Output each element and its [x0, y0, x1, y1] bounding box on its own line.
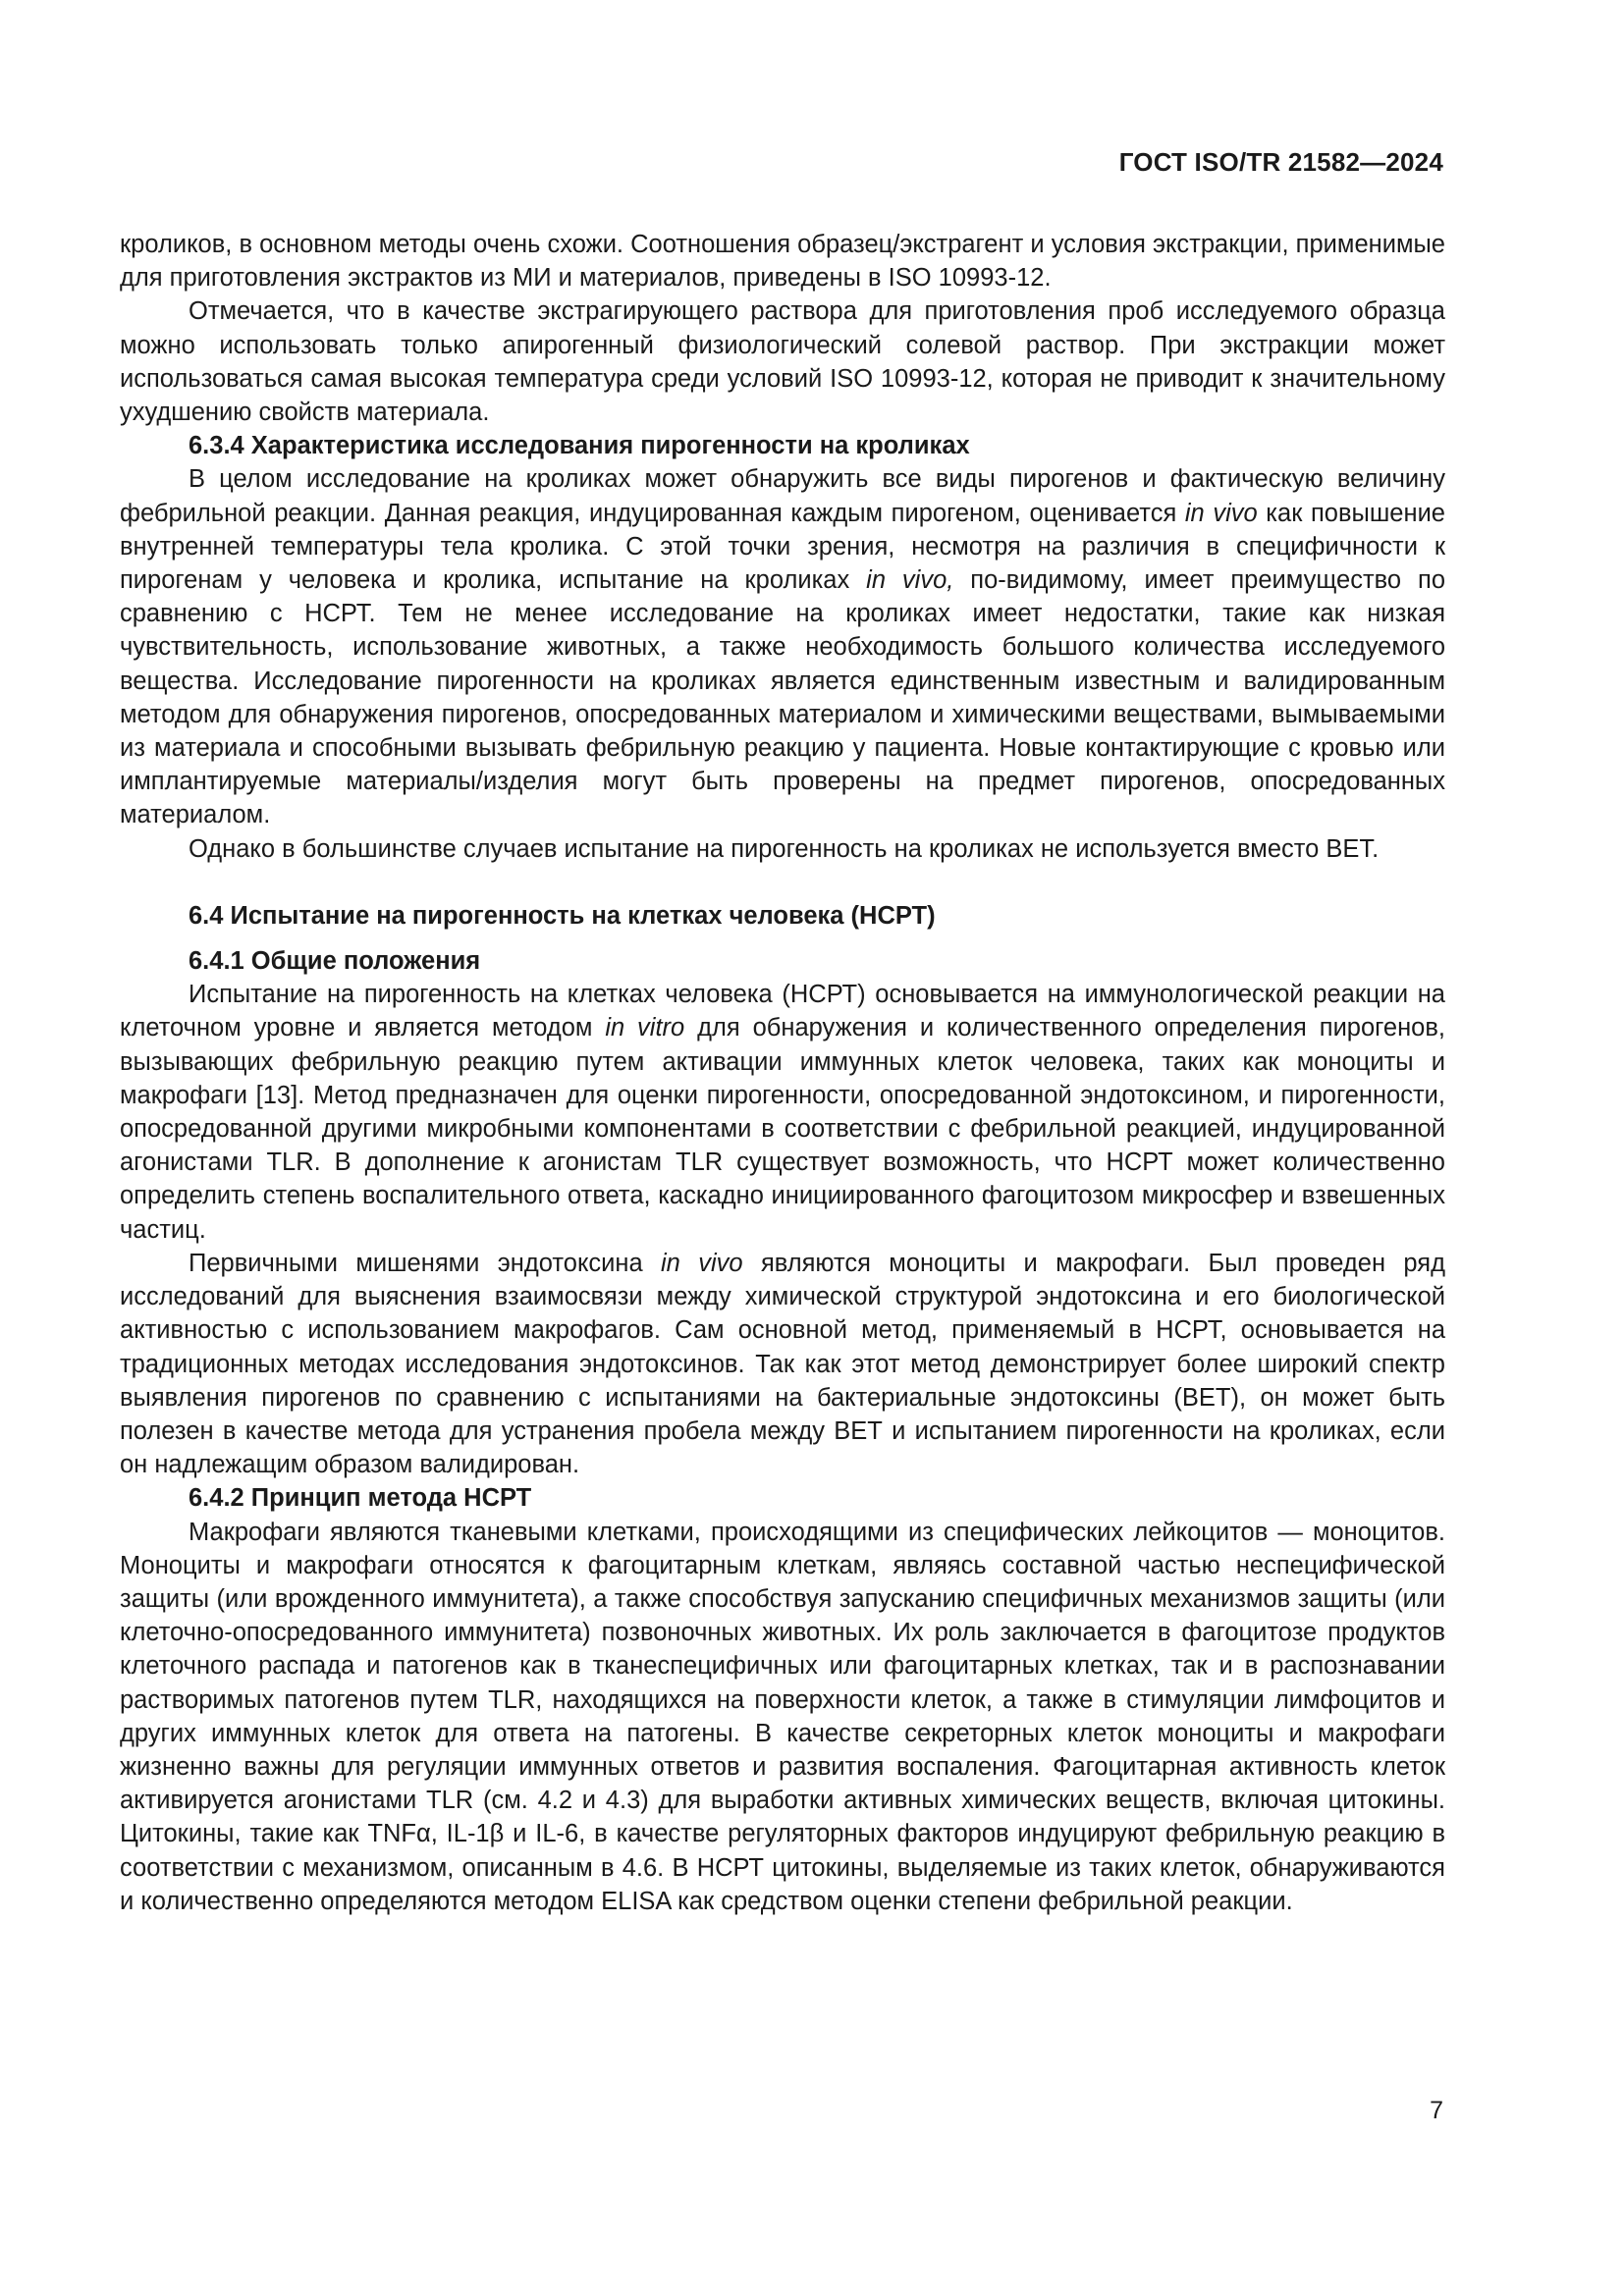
- paragraph-hcpt-principle: Макрофаги являются тканевыми клетками, происходящими из специфических лейкоцитов — моноцитов. Моноциты и макрофаги относятся к фагоцитарным клеткам, являясь составной частью неспецифической защиты (или врожденного иммунитета), а также способствуя запусканию специфичных механизмов защиты (или клеточно-опосредованного иммунитета) позвоночных животных. Их роль заключается в фагоцитозе продуктов клеточного распада и патогенов как в тканеспецифичных или фагоцитарных клетках, так и в распознавании растворимых патогенов путем TLR, находящихся на поверхности клеток, а также в стимуляции лимфоцитов и других иммунных клеток для ответа на патогены. В качестве секреторных клеток моноциты и макрофаги жизненно важны для регуляции иммунных ответов и развития воспаления. Фагоцитарная активность клеток активируется агонистами TLR (см. 4.2 и 4.3) для выработки активных химических веществ, включая цитокины. Цитокины, такие как TNFα, IL-1β и IL-6, в качестве регуляторных факторов индуцируют фебрильную реакцию в соответствии с механизмом, описанным в 4.6. В НСРТ цитокины, выделяемые из таких клеток, обнаруживаются и количественно определяются методом ELISA как средством оценки степени фебрильной реакции.: [120, 1518, 1445, 1915]
- document-standard-id: ГОСТ ISO/TR 21582—2024: [1118, 147, 1443, 177]
- paragraph-extraction-solution: Отмечается, что в качестве экстрагирующего раствора для приготовления проб исследуемого образца можно использовать только апирогенный физиологический солевой раствор. При экстракции может использоваться самая высокая температура среди условий ISO 10993-12, которая не приводит к значительному ухудшению свойств материала.: [120, 297, 1445, 427]
- document-body: [120, 228, 1445, 1918]
- paragraph-rabbit-vs-bet: Однако в большинстве случаев испытание на пирогенность на кроликах не используется вместо ВЕТ.: [189, 834, 1380, 863]
- section-heading-6-4-1: 6.4.1 Общие положения: [189, 947, 481, 976]
- paragraph-rabbit-characteristics: В целом исследование на кроликах может обнаружить все виды пирогенов и фактическую величину фебрильной реакции. Данная реакция, индуцированная каждым пирогеном, оценивается in vivo как повышение внутренней температуры тела кролика. С этой точки зрения, несмотря на различия в специфичности к пирогенам у человека и кролика, испытание на кроликах in vivo, по-видимому, имеет преимущество по сравнению с НСРТ. Тем не менее исследование на кроликах имеет недостатки, такие как низкая чувствительность, использование животных, а также необходимость большого количества исследуемого вещества. Исследование пирогенности на кроликах является единственным известным и валидированным методом для обнаружения пирогенов, опосредованных материалом и химическими веществами, вымываемыми из материала и способными вызывать фебрильную реакцию у пациента. Новые контактирующие с кровью или имплантируемые материалы/изделия могут быть проверены на предмет пирогенов, опосредованных материалом.: [120, 465, 1445, 829]
- section-heading-6-4-2: 6.4.2 Принцип метода НСРТ: [189, 1484, 532, 1513]
- page-number: 7: [1430, 2097, 1443, 2124]
- paragraph-hcpt-general: Испытание на пирогенность на клетках человека (НСРТ) основывается на иммунологической реакции на клеточном уровне и является методом in vitro для обнаружения и количественного определения пирогенов, вызывающих фебрильную реакцию путем активации иммунных клеток человека, таких как моноциты и макрофаги [13]. Метод предназначен для оценки пирогенности, опосредованной эндотоксином, и пирогенности, опосредованной другими микробными компонентами в соответствии с фебрильной реакцией, индуцированной агонистами TLR. В дополнение к агонистам TLR существует возможность, что НСРТ может количественно определить степень воспалительного ответа, каскадно инициированного фагоцитозом микросфер и взвешенных частиц.: [120, 981, 1445, 1244]
- section-heading-6-4: 6.4 Испытание на пирогенность на клетках человека (НСРТ): [189, 901, 936, 930]
- section-heading-6-3-4: 6.3.4 Характеристика исследования пирогенности на кроликах: [189, 432, 970, 460]
- paragraph-endotoxin-targets: Первичными мишенями эндотоксина in vivo являются моноциты и макрофаги. Был проведен ряд исследований для выяснения взаимосвязи между химической структурой эндотоксина и его биологической активностью с использованием макрофагов. Сам основной метод, применяемый в НСРТ, основывается на традиционных методах исследования эндотоксинов. Так как этот метод демонстрирует более широкий спектр выявления пирогенов по сравнению с испытаниями на бактериальные эндотоксины (ВЕТ), он может быть полезен в качестве метода для устранения пробела между ВЕТ и испытанием пирогенности на кроликах, если он надлежащим образом валидирован.: [120, 1249, 1445, 1479]
- paragraph-extraction-conditions: кроликов, в основном методы очень схожи. Соотношения образец/экстрагент и условия экстракции, применимые для приготовления экстрактов из МИ и материалов, приведены в ISO 10993-12.: [120, 231, 1445, 293]
